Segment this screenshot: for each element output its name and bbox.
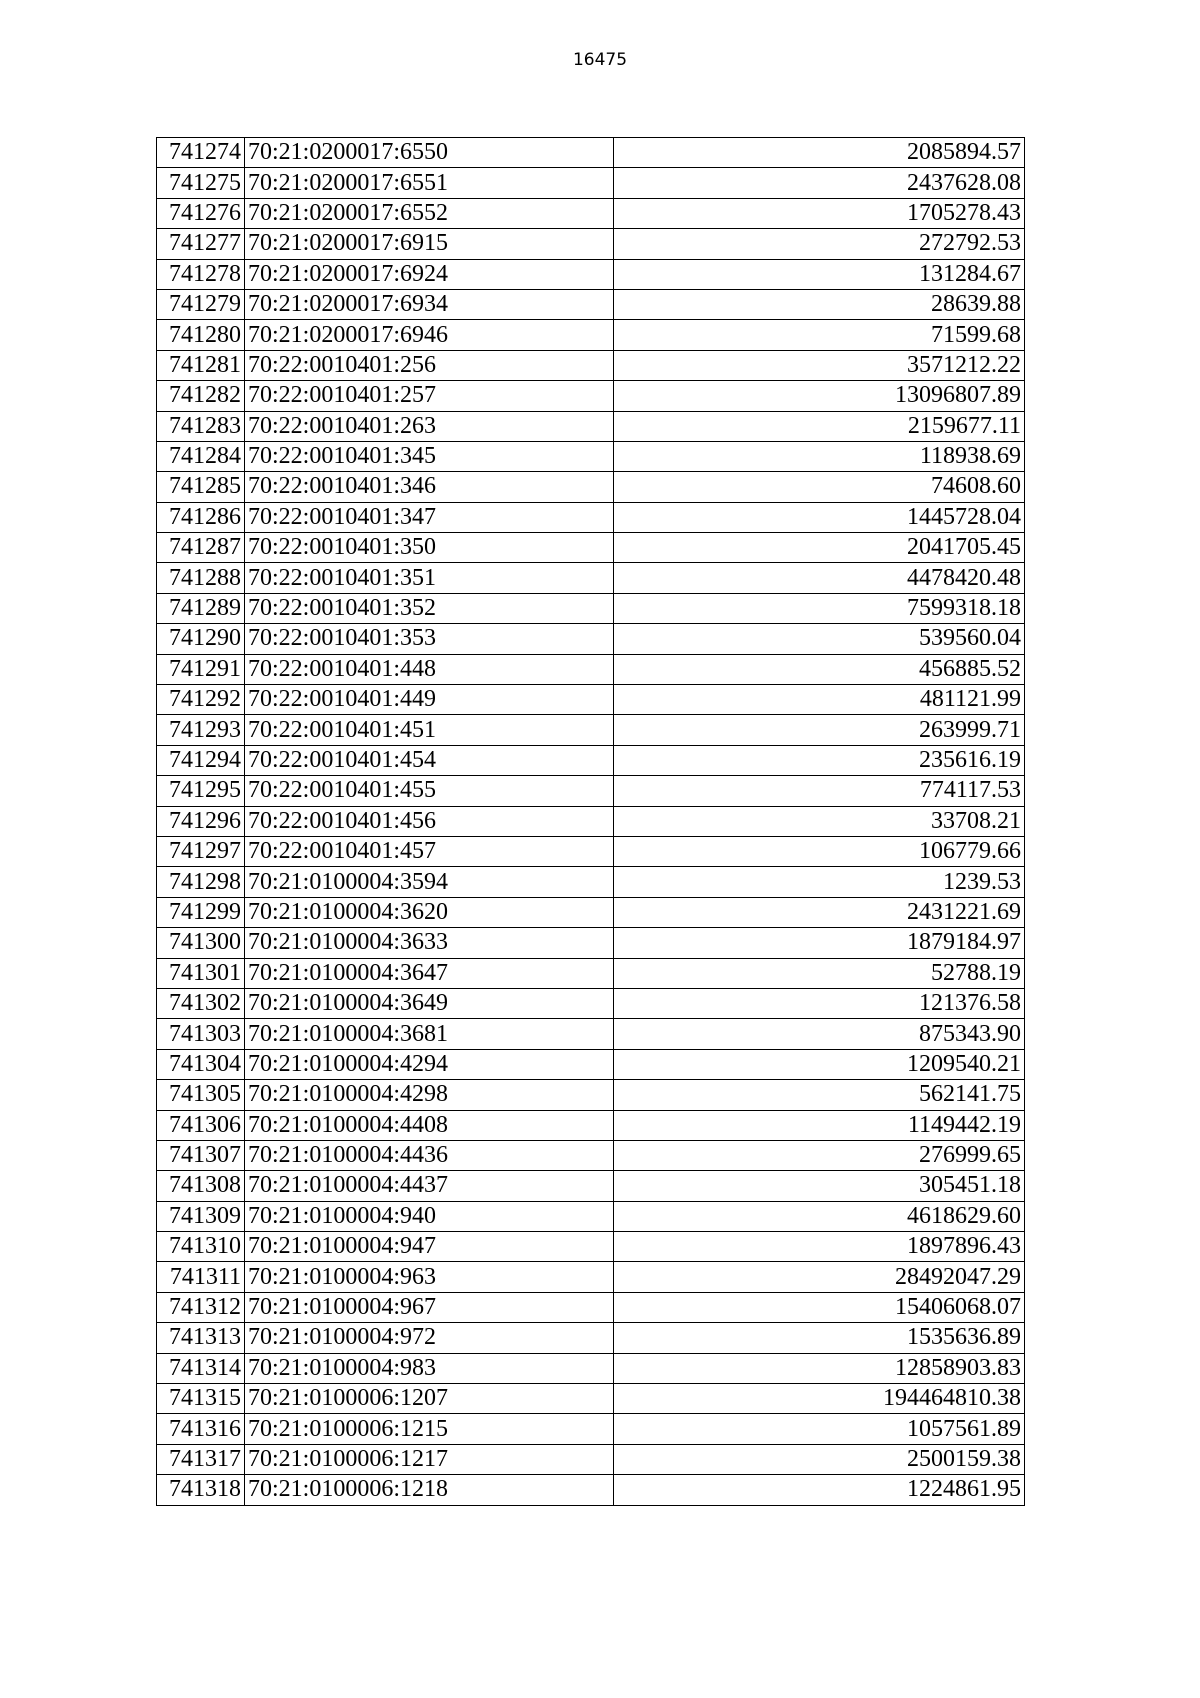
cadastral-value-cell: 74608.60 xyxy=(614,472,1025,502)
row-number-cell: 741279 xyxy=(157,289,245,319)
cadastral-value-cell: 194464810.38 xyxy=(614,1384,1025,1414)
table-row xyxy=(157,502,1025,532)
table-row xyxy=(157,685,1025,715)
cadastral-value-cell: 118938.69 xyxy=(614,441,1025,471)
row-number-cell: 741310 xyxy=(157,1232,245,1262)
cadastral-number-cell: 70:21:0100004:963 xyxy=(245,1262,614,1292)
cadastral-value-cell: 1445728.04 xyxy=(614,502,1025,532)
cadastral-value-cell: 2500159.38 xyxy=(614,1444,1025,1474)
table-row xyxy=(157,958,1025,988)
table-row xyxy=(157,1110,1025,1140)
table-row xyxy=(157,988,1025,1018)
cadastral-number-cell: 70:21:0100004:4437 xyxy=(245,1171,614,1201)
row-number-cell: 741316 xyxy=(157,1414,245,1444)
cadastral-number-cell: 70:21:0200017:6924 xyxy=(245,259,614,289)
cadastral-number-cell: 70:21:0100006:1207 xyxy=(245,1384,614,1414)
row-number-cell: 741297 xyxy=(157,836,245,866)
row-number-cell: 741282 xyxy=(157,381,245,411)
cadastral-value-cell: 276999.65 xyxy=(614,1140,1025,1170)
row-number-cell: 741296 xyxy=(157,806,245,836)
row-number-cell: 741318 xyxy=(157,1475,245,1505)
cadastral-number-cell: 70:22:0010401:449 xyxy=(245,685,614,715)
cadastral-value-cell: 1057561.89 xyxy=(614,1414,1025,1444)
cadastral-number-cell: 70:22:0010401:448 xyxy=(245,654,614,684)
cadastral-number-cell: 70:22:0010401:455 xyxy=(245,776,614,806)
cadastral-value-cell: 4618629.60 xyxy=(614,1201,1025,1231)
table-row xyxy=(157,1201,1025,1231)
cadastral-value-cell: 33708.21 xyxy=(614,806,1025,836)
cadastral-number-cell: 70:21:0100004:3633 xyxy=(245,928,614,958)
cadastral-number-cell: 70:21:0200017:6551 xyxy=(245,168,614,198)
cadastral-number-cell: 70:22:0010401:257 xyxy=(245,381,614,411)
cadastral-number-cell: 70:22:0010401:345 xyxy=(245,441,614,471)
row-number-cell: 741280 xyxy=(157,320,245,350)
table-row xyxy=(157,138,1025,168)
table-row xyxy=(157,1475,1025,1505)
cadastral-value-cell: 1705278.43 xyxy=(614,198,1025,228)
row-number-cell: 741303 xyxy=(157,1019,245,1049)
row-number-cell: 741284 xyxy=(157,441,245,471)
cadastral-number-cell: 70:21:0100004:3620 xyxy=(245,897,614,927)
table-row xyxy=(157,381,1025,411)
cadastral-value-cell: 121376.58 xyxy=(614,988,1025,1018)
table-row xyxy=(157,1292,1025,1322)
table-row xyxy=(157,533,1025,563)
cadastral-value-cell: 562141.75 xyxy=(614,1080,1025,1110)
cadastral-value-cell: 774117.53 xyxy=(614,776,1025,806)
cadastral-number-cell: 70:22:0010401:454 xyxy=(245,745,614,775)
cadastral-number-cell: 70:21:0100006:1217 xyxy=(245,1444,614,1474)
row-number-cell: 741299 xyxy=(157,897,245,927)
cadastral-value-cell: 1209540.21 xyxy=(614,1049,1025,1079)
cadastral-value-cell: 28639.88 xyxy=(614,289,1025,319)
table-row xyxy=(157,1353,1025,1383)
row-number-cell: 741298 xyxy=(157,867,245,897)
row-number-cell: 741287 xyxy=(157,533,245,563)
row-number-cell: 741294 xyxy=(157,745,245,775)
cadastral-number-cell: 70:21:0100004:967 xyxy=(245,1292,614,1322)
cadastral-number-cell: 70:21:0100004:4294 xyxy=(245,1049,614,1079)
cadastral-number-cell: 70:22:0010401:256 xyxy=(245,350,614,380)
cadastral-value-cell: 1897896.43 xyxy=(614,1232,1025,1262)
cadastral-number-cell: 70:21:0100006:1218 xyxy=(245,1475,614,1505)
cadastral-value-cell: 539560.04 xyxy=(614,624,1025,654)
table-row xyxy=(157,1232,1025,1262)
cadastral-number-cell: 70:22:0010401:263 xyxy=(245,411,614,441)
row-number-cell: 741295 xyxy=(157,776,245,806)
cadastral-number-cell: 70:22:0010401:346 xyxy=(245,472,614,502)
table-row xyxy=(157,289,1025,319)
table-row xyxy=(157,350,1025,380)
table-row xyxy=(157,259,1025,289)
cadastral-number-cell: 70:21:0100004:947 xyxy=(245,1232,614,1262)
cadastral-number-cell: 70:21:0100004:3594 xyxy=(245,867,614,897)
cadastral-value-cell: 13096807.89 xyxy=(614,381,1025,411)
cadastral-value-cell: 1239.53 xyxy=(614,867,1025,897)
table-row xyxy=(157,1019,1025,1049)
row-number-cell: 741314 xyxy=(157,1353,245,1383)
cadastral-number-cell: 70:21:0100006:1215 xyxy=(245,1414,614,1444)
row-number-cell: 741276 xyxy=(157,198,245,228)
cadastral-number-cell: 70:22:0010401:347 xyxy=(245,502,614,532)
row-number-cell: 741288 xyxy=(157,563,245,593)
cadastral-value-cell: 52788.19 xyxy=(614,958,1025,988)
row-number-cell: 741315 xyxy=(157,1384,245,1414)
cadastral-value-cell: 1149442.19 xyxy=(614,1110,1025,1140)
cadastral-value-cell: 106779.66 xyxy=(614,836,1025,866)
table-row xyxy=(157,897,1025,927)
cadastral-value-cell: 263999.71 xyxy=(614,715,1025,745)
row-number-cell: 741304 xyxy=(157,1049,245,1079)
cadastral-value-cell: 7599318.18 xyxy=(614,593,1025,623)
cadastral-number-cell: 70:21:0200017:6550 xyxy=(245,138,614,168)
row-number-cell: 741308 xyxy=(157,1171,245,1201)
table-row xyxy=(157,1080,1025,1110)
row-number-cell: 741305 xyxy=(157,1080,245,1110)
cadastral-value-cell: 481121.99 xyxy=(614,685,1025,715)
row-number-cell: 741278 xyxy=(157,259,245,289)
row-number-cell: 741290 xyxy=(157,624,245,654)
table-row xyxy=(157,411,1025,441)
row-number-cell: 741274 xyxy=(157,138,245,168)
cadastral-number-cell: 70:21:0100004:4298 xyxy=(245,1080,614,1110)
row-number-cell: 741307 xyxy=(157,1140,245,1170)
table-row xyxy=(157,1414,1025,1444)
table-row xyxy=(157,198,1025,228)
cadastral-number-cell: 70:21:0100004:940 xyxy=(245,1201,614,1231)
table-row xyxy=(157,1049,1025,1079)
row-number-cell: 741283 xyxy=(157,411,245,441)
table-row xyxy=(157,928,1025,958)
row-number-cell: 741285 xyxy=(157,472,245,502)
row-number-cell: 741291 xyxy=(157,654,245,684)
cadastral-value-cell: 28492047.29 xyxy=(614,1262,1025,1292)
table-row xyxy=(157,229,1025,259)
row-number-cell: 741306 xyxy=(157,1110,245,1140)
cadastral-number-cell: 70:21:0100004:4436 xyxy=(245,1140,614,1170)
table-row xyxy=(157,654,1025,684)
row-number-cell: 741313 xyxy=(157,1323,245,1353)
table-row xyxy=(157,593,1025,623)
cadastral-value-cell: 2159677.11 xyxy=(614,411,1025,441)
table-row xyxy=(157,1262,1025,1292)
row-number-cell: 741292 xyxy=(157,685,245,715)
table-row xyxy=(157,624,1025,654)
cadastral-number-cell: 70:21:0200017:6915 xyxy=(245,229,614,259)
table-row xyxy=(157,1171,1025,1201)
cadastral-value-cell: 235616.19 xyxy=(614,745,1025,775)
cadastral-value-table xyxy=(156,137,1025,1506)
table-row xyxy=(157,836,1025,866)
table-row xyxy=(157,1384,1025,1414)
cadastral-number-cell: 70:21:0200017:6946 xyxy=(245,320,614,350)
cadastral-value-cell: 4478420.48 xyxy=(614,563,1025,593)
row-number-cell: 741311 xyxy=(157,1262,245,1292)
table-row xyxy=(157,168,1025,198)
row-number-cell: 741286 xyxy=(157,502,245,532)
cadastral-value-cell: 305451.18 xyxy=(614,1171,1025,1201)
table-row xyxy=(157,1444,1025,1474)
table-row xyxy=(157,776,1025,806)
row-number-cell: 741301 xyxy=(157,958,245,988)
cadastral-number-cell: 70:21:0100004:983 xyxy=(245,1353,614,1383)
row-number-cell: 741289 xyxy=(157,593,245,623)
table-row xyxy=(157,867,1025,897)
cadastral-number-cell: 70:22:0010401:352 xyxy=(245,593,614,623)
cadastral-value-cell: 15406068.07 xyxy=(614,1292,1025,1322)
cadastral-value-cell: 2431221.69 xyxy=(614,897,1025,927)
cadastral-number-cell: 70:22:0010401:351 xyxy=(245,563,614,593)
table-row xyxy=(157,715,1025,745)
cadastral-value-cell: 3571212.22 xyxy=(614,350,1025,380)
row-number-cell: 741309 xyxy=(157,1201,245,1231)
cadastral-value-cell: 2041705.45 xyxy=(614,533,1025,563)
table-row xyxy=(157,320,1025,350)
cadastral-value-cell: 2437628.08 xyxy=(614,168,1025,198)
cadastral-value-cell: 456885.52 xyxy=(614,654,1025,684)
cadastral-value-cell: 131284.67 xyxy=(614,259,1025,289)
cadastral-number-cell: 70:22:0010401:350 xyxy=(245,533,614,563)
cadastral-value-cell: 272792.53 xyxy=(614,229,1025,259)
row-number-cell: 741302 xyxy=(157,988,245,1018)
table-body xyxy=(157,138,1025,1506)
row-number-cell: 741293 xyxy=(157,715,245,745)
cadastral-number-cell: 70:21:0100004:3647 xyxy=(245,958,614,988)
table-row xyxy=(157,1140,1025,1170)
table-row xyxy=(157,1323,1025,1353)
cadastral-number-cell: 70:22:0010401:451 xyxy=(245,715,614,745)
cadastral-value-cell: 875343.90 xyxy=(614,1019,1025,1049)
row-number-cell: 741317 xyxy=(157,1444,245,1474)
table-row xyxy=(157,472,1025,502)
cadastral-number-cell: 70:22:0010401:457 xyxy=(245,836,614,866)
row-number-cell: 741275 xyxy=(157,168,245,198)
cadastral-number-cell: 70:21:0200017:6934 xyxy=(245,289,614,319)
table-row xyxy=(157,806,1025,836)
row-number-cell: 741277 xyxy=(157,229,245,259)
cadastral-number-cell: 70:21:0100004:3681 xyxy=(245,1019,614,1049)
cadastral-value-cell: 12858903.83 xyxy=(614,1353,1025,1383)
row-number-cell: 741300 xyxy=(157,928,245,958)
row-number-cell: 741312 xyxy=(157,1292,245,1322)
table-row xyxy=(157,563,1025,593)
table-row xyxy=(157,441,1025,471)
cadastral-value-cell: 1535636.89 xyxy=(614,1323,1025,1353)
cadastral-value-cell: 2085894.57 xyxy=(614,138,1025,168)
cadastral-value-cell: 1224861.95 xyxy=(614,1475,1025,1505)
cadastral-number-cell: 70:21:0100004:3649 xyxy=(245,988,614,1018)
cadastral-number-cell: 70:21:0200017:6552 xyxy=(245,198,614,228)
cadastral-number-cell: 70:22:0010401:456 xyxy=(245,806,614,836)
page-number: 16475 xyxy=(572,50,628,70)
cadastral-value-cell: 1879184.97 xyxy=(614,928,1025,958)
row-number-cell: 741281 xyxy=(157,350,245,380)
cadastral-number-cell: 70:21:0100004:4408 xyxy=(245,1110,614,1140)
cadastral-value-cell: 71599.68 xyxy=(614,320,1025,350)
table-row xyxy=(157,745,1025,775)
cadastral-number-cell: 70:21:0100004:972 xyxy=(245,1323,614,1353)
cadastral-number-cell: 70:22:0010401:353 xyxy=(245,624,614,654)
